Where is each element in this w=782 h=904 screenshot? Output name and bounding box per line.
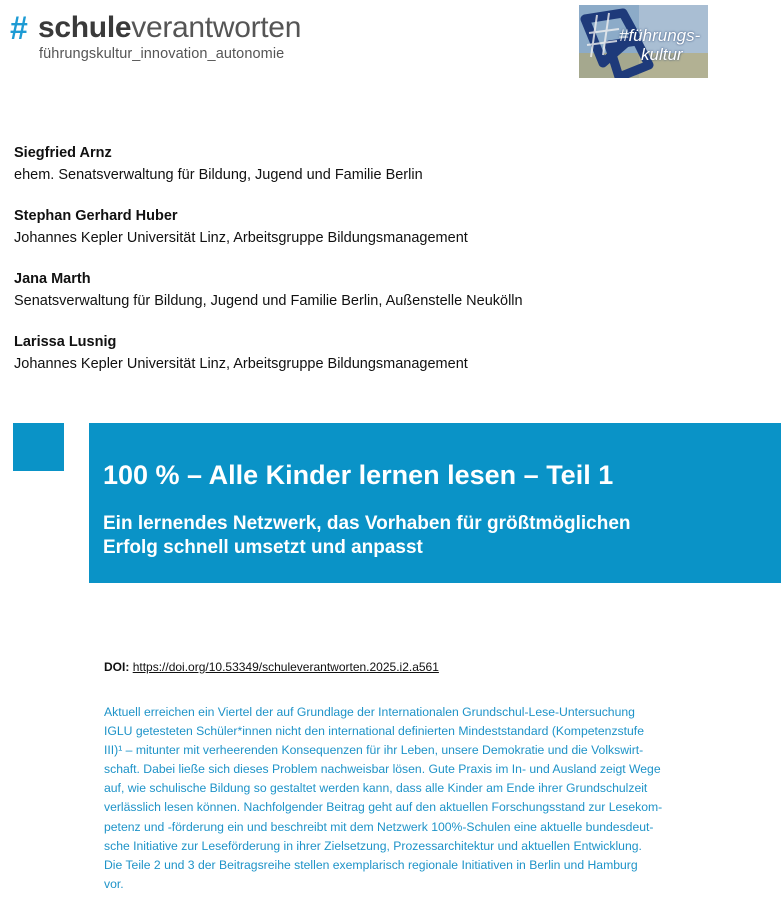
author-entry	[14, 331, 754, 375]
author-affiliation: Johannes Kepler Universität Linz, Arbeitsgruppe Bildungsmanagement	[14, 356, 468, 372]
abstract-line: schaft. Dabei ließe sich dieses Problem nachweisbar lösen. Gute Praxis im In- und Ausland zeigt Wege	[104, 762, 661, 777]
article-title: 100 % – Alle Kinder lernen lesen – Teil 1	[103, 460, 614, 490]
author-affiliation: Johannes Kepler Universität Linz, Arbeitsgruppe Bildungsmanagement	[14, 230, 468, 246]
doi-line	[104, 660, 439, 674]
logo-tagline: führungskultur_innovation_autonomie	[39, 46, 285, 62]
abstract-line: verlässlich lesen können. Nachfolgender Beitrag geht auf den aktuellen Forschungsstand zur Lesekom-	[104, 800, 663, 815]
abstract-line: Aktuell erreichen ein Viertel der auf Grundlage der Internationalen Grundschul-Lese-Untersuchung	[104, 705, 635, 719]
abstract-line: IGLU getesteten Schüler*innen nicht den international definierten Mindeststandard (Kompetenzstufe	[104, 724, 644, 739]
author-entry	[14, 142, 754, 186]
abstract-line: vor.	[104, 876, 124, 891]
badge-text-line2: kultur	[641, 45, 683, 64]
title-banner	[89, 423, 781, 583]
abstract	[104, 703, 724, 894]
author-entry	[14, 268, 754, 312]
author-entry	[14, 205, 754, 249]
schule-verantworten-logo	[10, 8, 310, 68]
logo-wordmark	[38, 10, 301, 46]
abstract-line: sche Initiative zur Leseförderung in ihrer Zielsetzung, Prozessarchitektur und aktuellen Entwicklung.	[104, 838, 642, 853]
author-name: Stephan Gerhard Huber	[14, 208, 178, 224]
fuehrungskultur-badge	[579, 5, 708, 78]
abstract-line: Die Teile 2 und 3 der Beitragsreihe stellen exemplarisch regionale Initiativen in Berlin und Hamburg	[104, 857, 638, 872]
abstract-line: auf, wie schulische Bildung so gestaltet werden kann, dass alle Kinder am Ende ihrer Grundschulzeit	[104, 781, 648, 796]
subtitle-line: Erfolg schnell umsetzt und anpasst	[103, 537, 423, 558]
author-name: Larissa Lusnig	[14, 334, 117, 350]
author-list	[14, 142, 754, 394]
abstract-line: petenz und -förderung ein und beschreibt mit dem Netzwerk 100%-Schulen eine aktuelle bundesdeut-	[104, 819, 654, 834]
subtitle-line: Ein lernendes Netzwerk, das Vorhaben für größtmöglichen	[103, 513, 631, 534]
doi-label: DOI:	[104, 660, 130, 674]
article-subtitle	[103, 512, 773, 560]
badge-text-line1: #führungs-	[619, 26, 701, 45]
author-affiliation: ehem. Senatsverwaltung für Bildung, Jugend und Familie Berlin	[14, 167, 423, 183]
hash-icon: #	[10, 10, 28, 46]
decorative-square	[13, 423, 64, 471]
logo-bold: schule	[38, 11, 132, 44]
author-name: Jana Marth	[14, 271, 91, 287]
author-name: Siegfried Arnz	[14, 145, 112, 161]
logo-light: verantworten	[131, 11, 302, 44]
doi-link[interactable]: https://doi.org/10.53349/schuleverantworten.2025.i2.a561	[132, 660, 439, 674]
author-affiliation: Senatsverwaltung für Bildung, Jugend und Familie Berlin, Außenstelle Neukölln	[14, 293, 523, 309]
abstract-line: III)¹ – mitunter mit verheerenden Konsequenzen für ihr Leben, unsere Demokratie und die Volkswirt-	[104, 743, 644, 758]
